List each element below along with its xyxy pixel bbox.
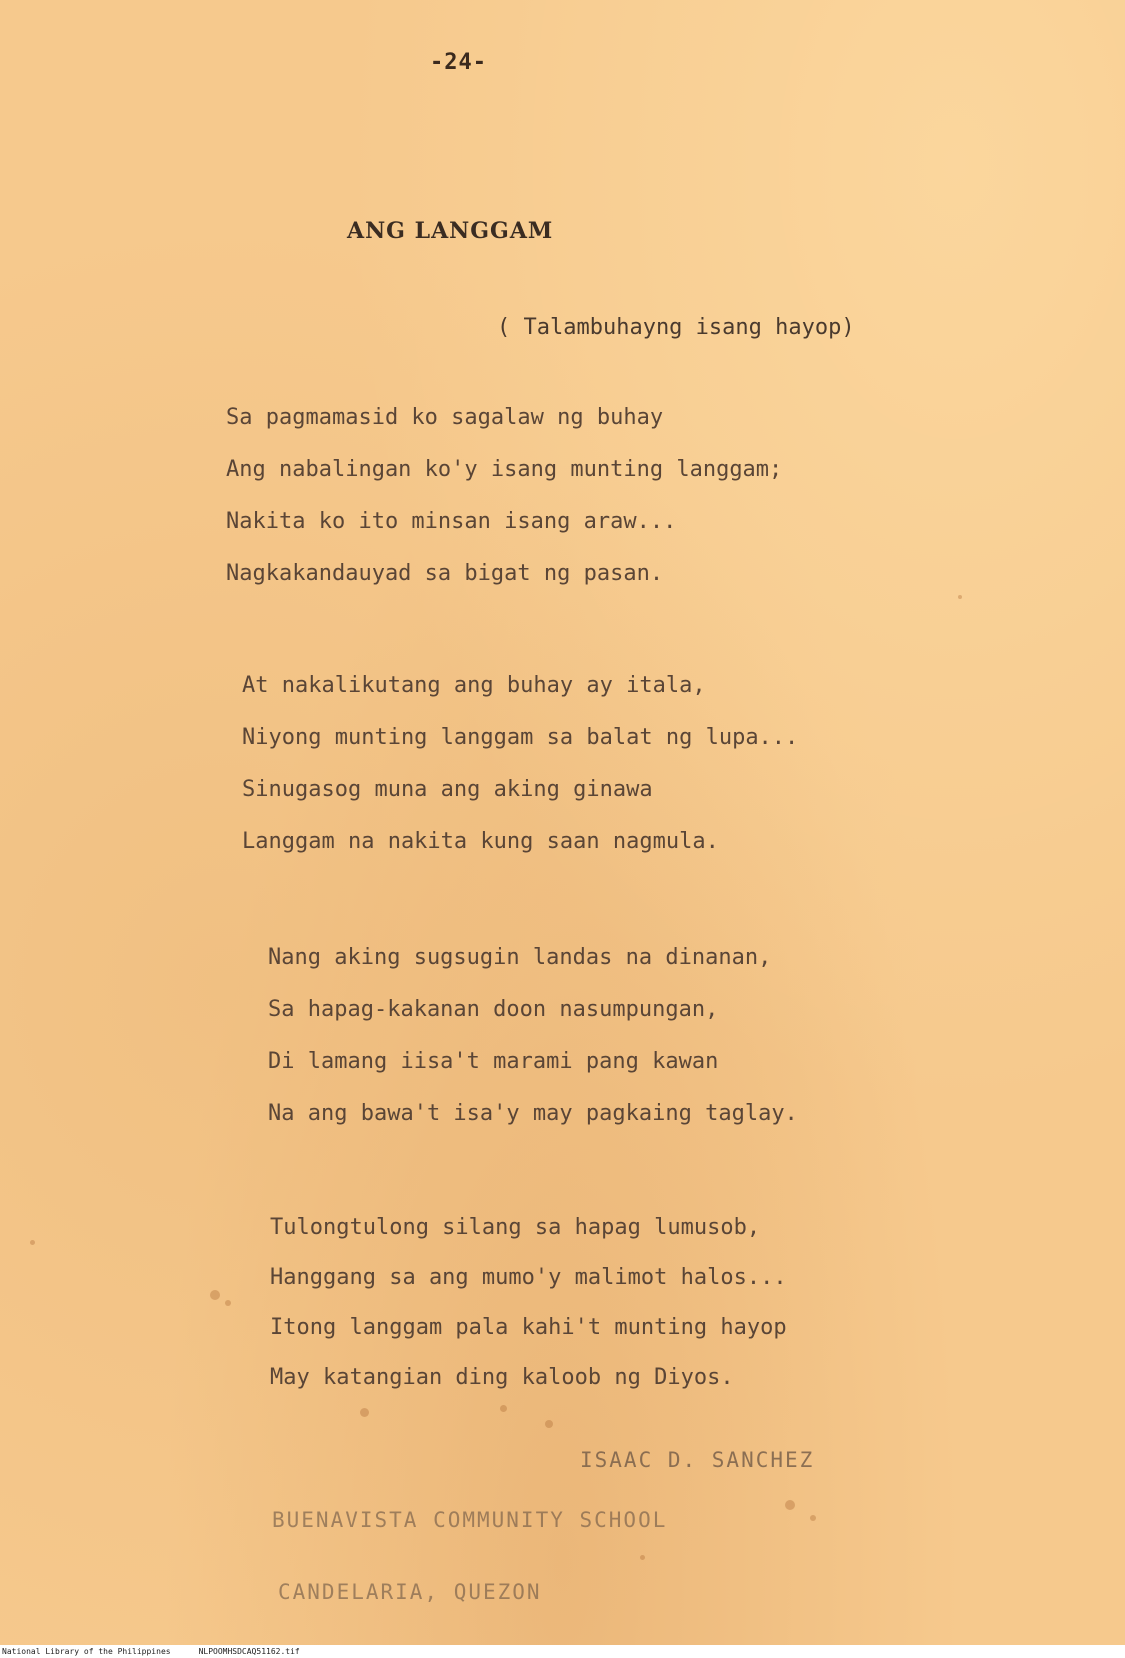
poem-stanza-2 — [242, 660, 798, 868]
file-identifier: NLPOOMHSDCAQ51162.tif — [198, 1647, 300, 1656]
poem-line: Sa hapag-kakanan doon nasumpungan, — [268, 997, 719, 1022]
paper-stain — [785, 1500, 795, 1510]
poem-line: Hanggang sa ang mumo'y malimot halos... — [270, 1265, 787, 1290]
scan-footer — [0, 1646, 1125, 1658]
school-location: CANDELARIA, QUEZON — [278, 1580, 542, 1604]
poem-line: Di lamang iisa't marami pang kawan — [268, 1049, 719, 1074]
poem-line: May katangian ding kaloob ng Diyos. — [270, 1365, 734, 1390]
paper-stain — [210, 1290, 220, 1300]
poem-line: Nang aking sugsugin landas na dinanan, — [268, 945, 772, 970]
poem-stanza-3 — [268, 932, 798, 1140]
paper-stain — [640, 1555, 645, 1560]
paper-stain — [545, 1420, 553, 1428]
poem-line: Nakita ko ito minsan isang araw... — [226, 509, 677, 534]
poem-line: Sa pagmamasid ko sagalaw ng buhay — [226, 405, 664, 430]
paper-stain — [810, 1515, 816, 1521]
poem-line: Nagkakandauyad sa bigat ng pasan. — [226, 561, 664, 586]
author-name: ISAAC D. SANCHEZ — [580, 1448, 815, 1472]
poem-line: Niyong munting langgam sa balat ng lupa... — [242, 725, 799, 750]
poem-line: Na ang bawa't isa'y may pagkaing taglay. — [268, 1101, 798, 1126]
poem-stanza-1 — [226, 392, 782, 600]
paper-stain — [225, 1300, 231, 1306]
poem-line: Itong langgam pala kahi't munting hayop — [270, 1315, 787, 1340]
paper-stain — [360, 1408, 369, 1417]
school-name: BUENAVISTA COMMUNITY SCHOOL — [272, 1508, 668, 1532]
library-credit: National Library of the Philippines — [2, 1647, 171, 1656]
paper-stain — [500, 1405, 507, 1412]
page-number: -24- — [430, 50, 487, 75]
poem-line: Ang nabalingan ko'y isang munting langgam; — [226, 457, 783, 482]
poem-stanza-4 — [270, 1203, 787, 1403]
poem-line: Sinugasog muna ang aking ginawa — [242, 777, 653, 802]
poem-line: Langgam na nakita kung saan nagmula. — [242, 829, 719, 854]
paper-stain — [30, 1240, 35, 1245]
poem-line: Tulongtulong silang sa hapag lumusob, — [270, 1215, 761, 1240]
poem-subtitle: ( Talambuhayng isang hayop) — [497, 315, 855, 340]
poem-line: At nakalikutang ang buhay ay itala, — [242, 673, 706, 698]
poem-title: ANG LANGGAM — [347, 218, 554, 244]
paper-stain — [958, 595, 962, 599]
